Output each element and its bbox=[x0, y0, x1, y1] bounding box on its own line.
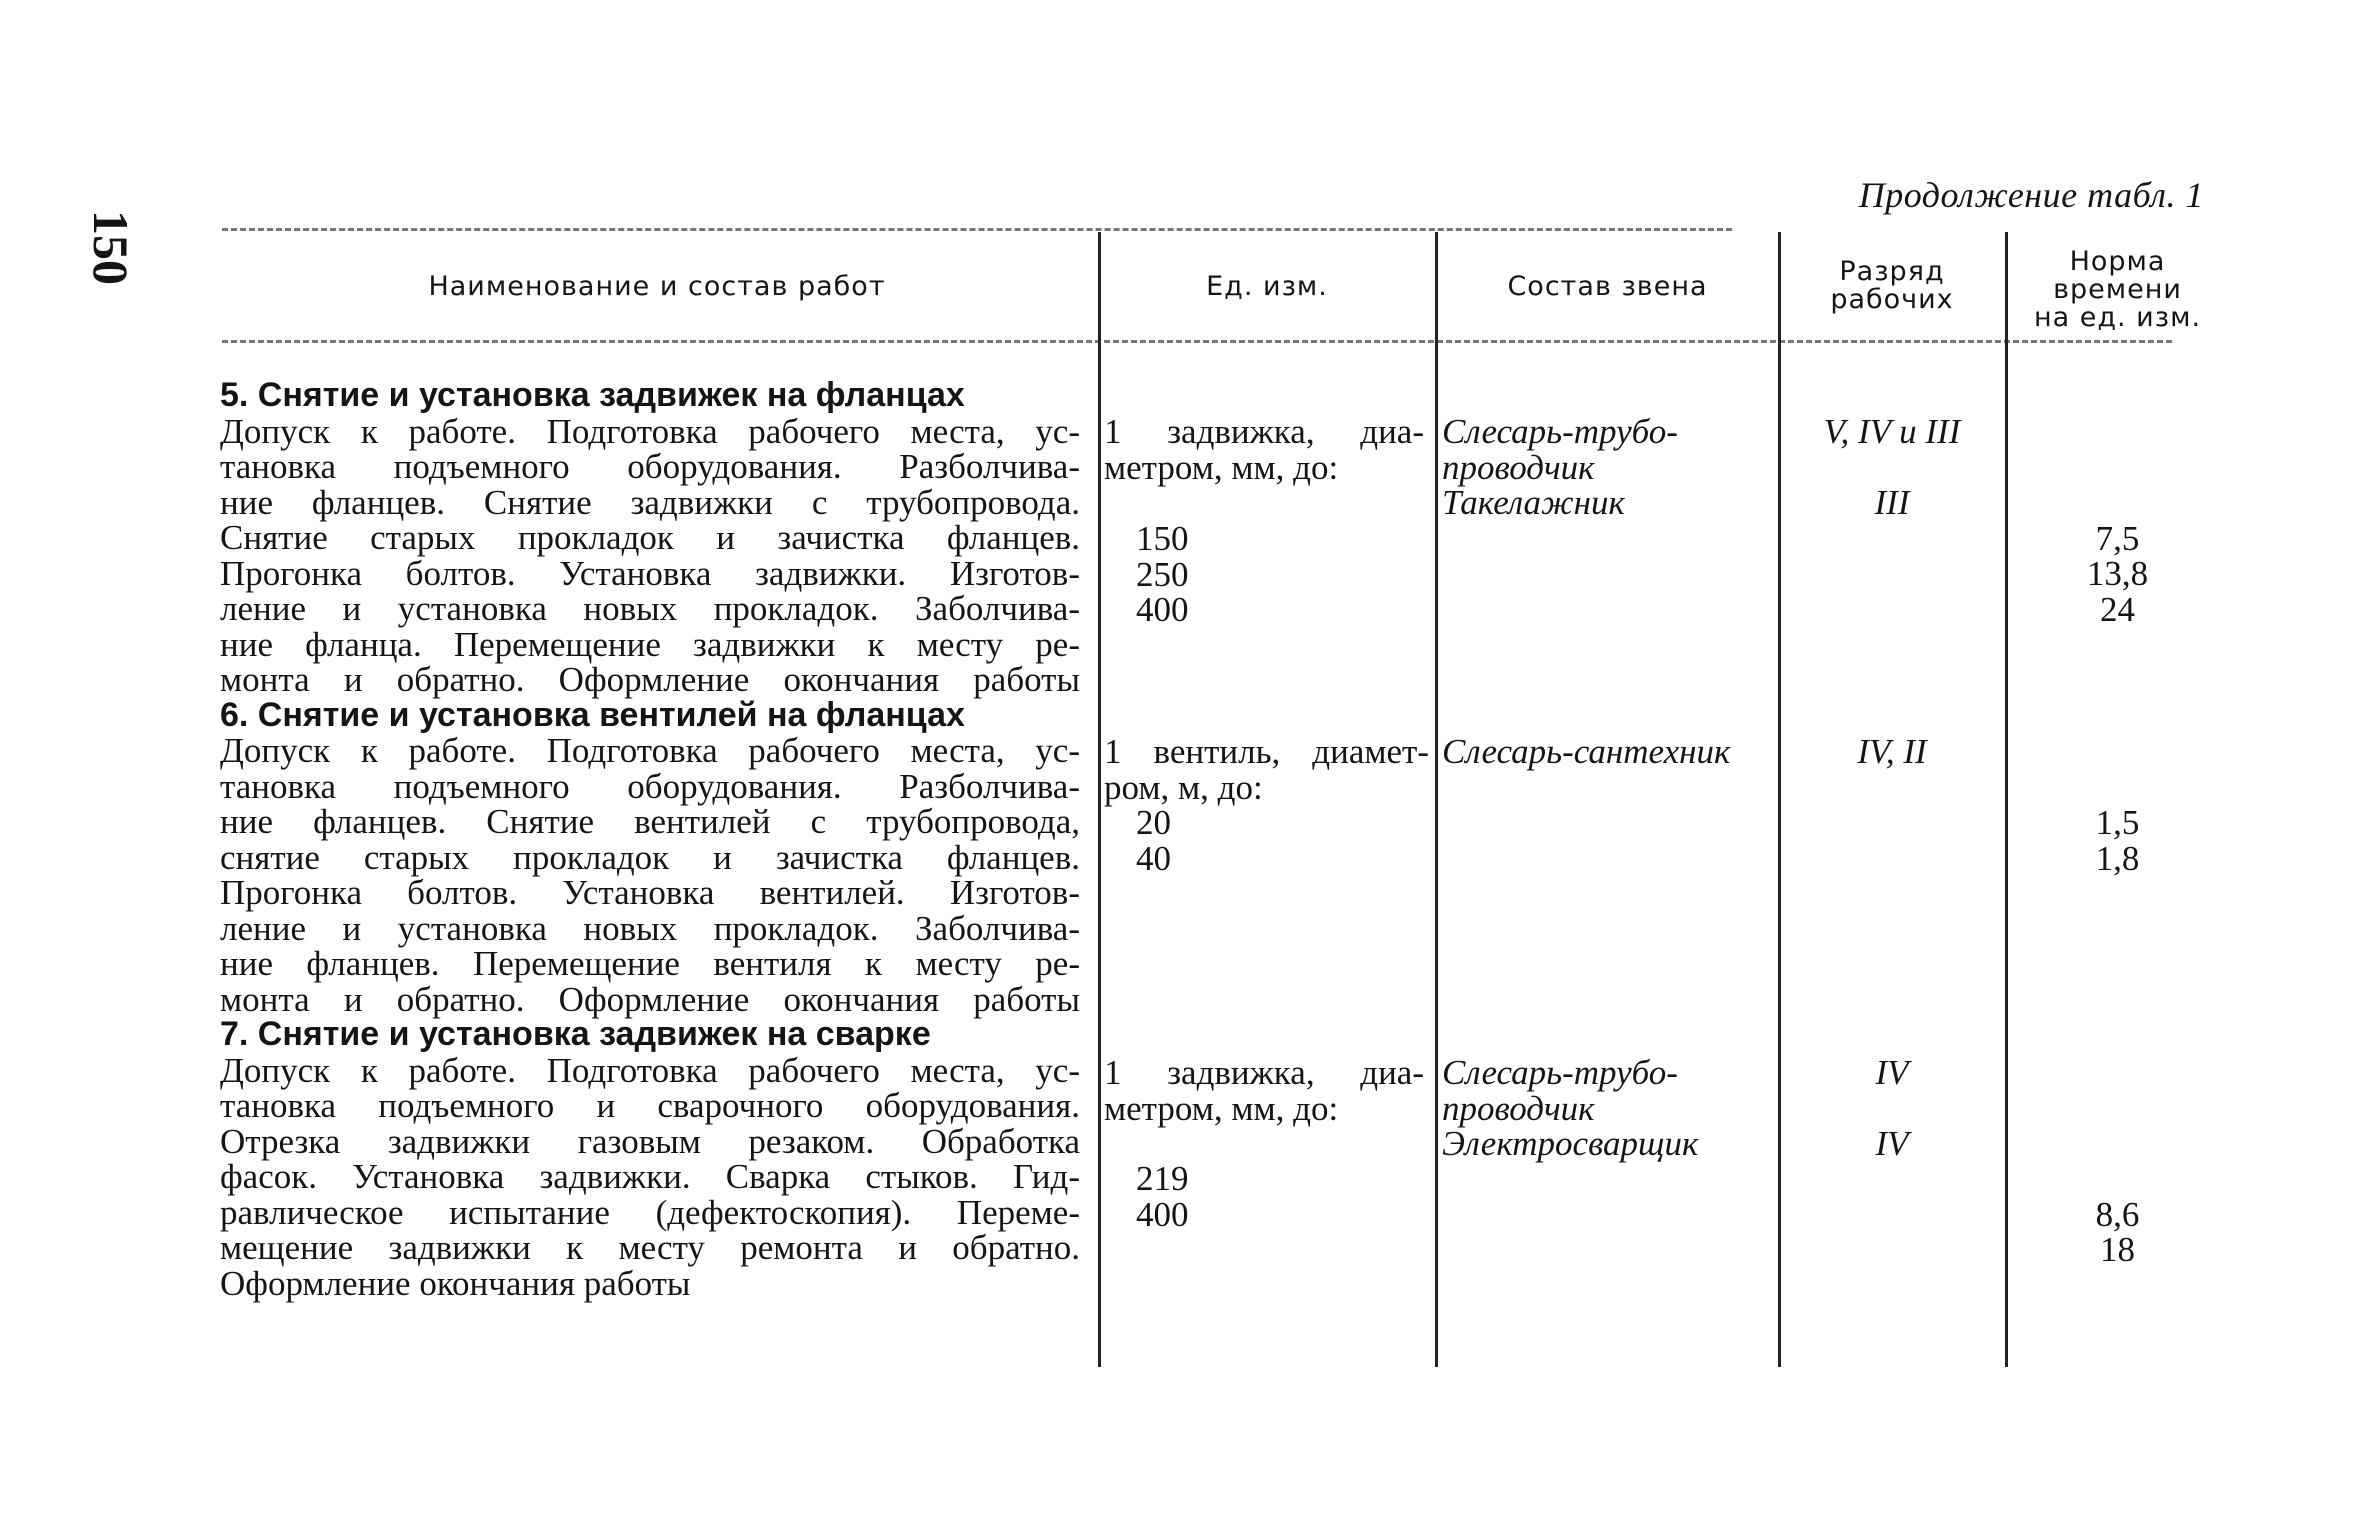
header-unit: Ед. изм. bbox=[1206, 271, 1328, 302]
crew-line: проводчик bbox=[1442, 1088, 1595, 1128]
norm-value: 24 bbox=[2100, 590, 2135, 629]
crew-line: Электросварщик bbox=[1442, 1124, 1699, 1163]
size-value: 150 bbox=[1136, 519, 1189, 558]
work-line: снятие старых прокладок и зачистка фланцев. bbox=[220, 837, 1080, 877]
crew-line: проводчик bbox=[1442, 447, 1595, 487]
unit-line: 1 задвижка, диа- bbox=[1104, 1053, 1424, 1092]
work-line: ние фланца. Перемещение задвижки к месту ре- bbox=[220, 624, 1080, 664]
work-line: фасок. Установка задвижки. Сварка стыков. Гид- bbox=[220, 1157, 1080, 1196]
work-line: Прогонка болтов. Установка задвижки. Изготов- bbox=[220, 553, 1080, 593]
work-line: Допуск к работе. Подготовка рабочего места, ус- bbox=[220, 411, 1080, 451]
unit-line: 1 задвижка, диа- bbox=[1104, 412, 1424, 451]
header-work: Наименование и состав работ bbox=[428, 271, 886, 302]
section-title: 5. Снятие и установка задвижек на фланцах bbox=[220, 376, 965, 414]
work-line: ление и установка новых прокладок. Заболчива- bbox=[220, 908, 1080, 948]
norm-value: 13,8 bbox=[2086, 554, 2149, 593]
size-values bbox=[1136, 1161, 1189, 1232]
size-value: 219 bbox=[1136, 1159, 1189, 1198]
work-line: монта и обратно. Оформление окончания работы bbox=[220, 660, 1080, 699]
section-title: 7. Снятие и установка задвижек на сварке bbox=[220, 1015, 931, 1053]
table-continuation-caption: Продолжение табл. 1 bbox=[1858, 175, 2204, 215]
work-line: Прогонка болтов. Установка вентилей. Изготов- bbox=[220, 873, 1080, 912]
work-line: ние фланцев. Снятие задвижки с трубопровода. bbox=[220, 482, 1080, 522]
grade-value: IV bbox=[1875, 1124, 1909, 1163]
crew-line: Слесарь-трубо- bbox=[1442, 412, 1678, 451]
header-grade-line1: Разряд bbox=[1839, 256, 1945, 287]
column-divider-4 bbox=[2005, 232, 2008, 1367]
unit-line: ром, м, до: bbox=[1104, 767, 1263, 807]
size-value: 400 bbox=[1136, 590, 1189, 629]
unit-cell bbox=[1104, 734, 1429, 805]
crew-cell bbox=[1442, 734, 1730, 770]
norm-value: 1,8 bbox=[2095, 839, 2140, 878]
work-line: ление и установка новых прокладок. Заболчива- bbox=[220, 589, 1080, 628]
work-line: Отрезка задвижки газовым резаком. Обработка bbox=[220, 1121, 1080, 1161]
work-line: Оформление окончания работы bbox=[220, 1263, 691, 1303]
header-norm-line2: времени bbox=[2053, 274, 2182, 305]
header-crew: Состав звена bbox=[1507, 271, 1708, 302]
header-top-rule bbox=[222, 228, 1732, 231]
header-norm-line3: на ед. изм. bbox=[2033, 302, 2202, 333]
work-line: тановка подъемного оборудования. Разболчива- bbox=[220, 766, 1080, 806]
crew-line: Слесарь-сантехник bbox=[1442, 732, 1731, 771]
crew-line: Слесарь-трубо- bbox=[1442, 1053, 1678, 1092]
column-divider-2 bbox=[1435, 232, 1438, 1367]
work-line: ние фланцев. Снятие вентилей с трубопровода, bbox=[220, 802, 1080, 841]
work-line: тановка подъемного оборудования. Разболчива- bbox=[220, 447, 1080, 486]
norm-value: 8,6 bbox=[2095, 1195, 2140, 1234]
unit-line: 1 вентиль, диамет- bbox=[1104, 732, 1429, 771]
unit-line: метром, мм, до: bbox=[1104, 1088, 1339, 1128]
crew-cell bbox=[1442, 414, 1678, 521]
work-line: Допуск к работе. Подготовка рабочего места, ус- bbox=[220, 1050, 1080, 1090]
column-divider-1 bbox=[1098, 232, 1101, 1367]
work-line: тановка подъемного и сварочного оборудования. bbox=[220, 1086, 1080, 1125]
work-line: монта и обратно. Оформление окончания работы bbox=[220, 979, 1080, 1019]
unit-cell bbox=[1104, 1055, 1424, 1126]
size-values bbox=[1136, 805, 1171, 876]
header-norm bbox=[2010, 248, 2225, 332]
crew-line: Такелажник bbox=[1442, 483, 1625, 522]
work-line: мещение задвижки к месту ремонта и обратно. bbox=[220, 1228, 1080, 1267]
size-value: 400 bbox=[1136, 1194, 1189, 1234]
norm-value: 18 bbox=[2100, 1230, 2135, 1269]
header-bottom-rule bbox=[222, 340, 2172, 343]
work-line: равлическое испытание (дефектоскопия). Переме- bbox=[220, 1192, 1080, 1232]
size-value: 40 bbox=[1136, 838, 1171, 878]
size-value: 20 bbox=[1136, 803, 1171, 842]
header-norm-line1: Норма bbox=[2069, 246, 2166, 277]
grade-value: IV bbox=[1875, 1053, 1909, 1092]
size-value: 250 bbox=[1136, 554, 1189, 594]
work-line: Допуск к работе. Подготовка рабочего места, ус- bbox=[220, 731, 1080, 770]
work-description-column bbox=[220, 378, 1080, 1301]
grade-value: III bbox=[1874, 483, 1910, 522]
norm-value: 7,5 bbox=[2095, 519, 2140, 558]
section-title: 6. Снятие и установка вентилей на фланцах bbox=[220, 695, 965, 734]
crew-cell bbox=[1442, 1055, 1698, 1162]
header-grade-line2: рабочих bbox=[1830, 284, 1954, 315]
unit-line: метром, мм, до: bbox=[1104, 447, 1339, 487]
header-grade bbox=[1782, 258, 2002, 314]
unit-cell bbox=[1104, 414, 1424, 485]
grade-value: V, IV и III bbox=[1823, 412, 1961, 451]
page-number: 150 bbox=[83, 210, 139, 285]
grade-value: IV, II bbox=[1857, 732, 1927, 771]
column-divider-3 bbox=[1778, 232, 1781, 1367]
work-line: Снятие старых прокладок и зачистка фланцев. bbox=[220, 518, 1080, 557]
size-values bbox=[1136, 521, 1189, 628]
work-line: ние фланцев. Перемещение вентиля к месту ре- bbox=[220, 944, 1080, 983]
norm-value: 1,5 bbox=[2095, 803, 2140, 842]
